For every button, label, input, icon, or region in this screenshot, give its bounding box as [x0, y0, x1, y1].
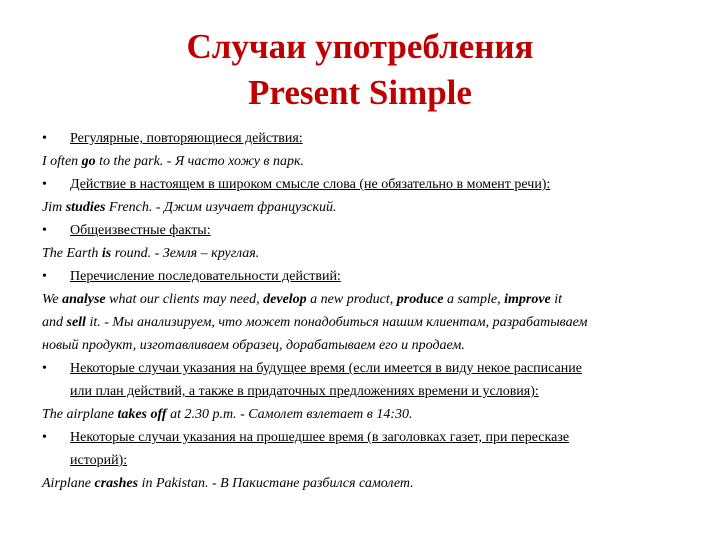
bullet-icon: •: [42, 223, 47, 238]
section-heading-regular: • Регулярные, повторяющиеся действия:: [42, 127, 682, 150]
slide-title: [0, 24, 720, 116]
bullet-icon: •: [42, 131, 47, 146]
example-future: The airplane takes off at 2.30 p.m. - Самолет взлетает в 14:30.: [42, 407, 413, 422]
section-heading-future-cont: или план действий, а также в придаточных предложениях времени и условия):: [70, 384, 539, 399]
section-heading-sequence: • Перечисление последовательности действий:: [42, 265, 682, 288]
example-facts: The Earth is round. - Земля – круглая.: [42, 246, 260, 261]
bullet-icon: •: [42, 430, 47, 445]
example-regular: I often go to the park. - Я часто хожу в парк.: [42, 154, 305, 169]
bullet-icon: •: [42, 177, 47, 192]
bullet-icon: •: [42, 269, 47, 284]
example-present-broad: Jim studies French. - Джим изучает французский.: [42, 200, 337, 215]
example-past: Airplane crashes in Pakistan. - В Пакистане разбился самолет.: [42, 476, 414, 491]
section-heading-past: • Некоторые случаи указания на прошедшее время (в заголовках газет, при пересказе: [42, 426, 682, 449]
section-heading-present-broad: • Действие в настоящем в широком смысле слова (не обязательно в момент речи):: [42, 173, 682, 196]
section-heading-past-cont: историй):: [70, 453, 128, 468]
section-heading-facts: • Общеизвестные факты:: [42, 219, 682, 242]
example-sequence-line-2: and sell it. - Мы анализируем, что может понадобиться нашим клиентам, разрабатываем: [42, 315, 588, 330]
bullet-icon: •: [42, 361, 47, 376]
title-line-2: Present Simple: [248, 73, 472, 112]
title-line-1: Случаи употребления: [186, 27, 534, 66]
example-sequence-line-3: новый продукт, изготавливаем образец, дорабатываем его и продаем.: [42, 338, 465, 353]
section-heading-future: • Некоторые случаи указания на будущее время (если имеется в виду некое расписание: [42, 357, 682, 380]
example-sequence-line-1: We analyse what our clients may need, develop a new product, produce a sample, improve it: [42, 292, 563, 307]
slide-content: [42, 127, 682, 495]
